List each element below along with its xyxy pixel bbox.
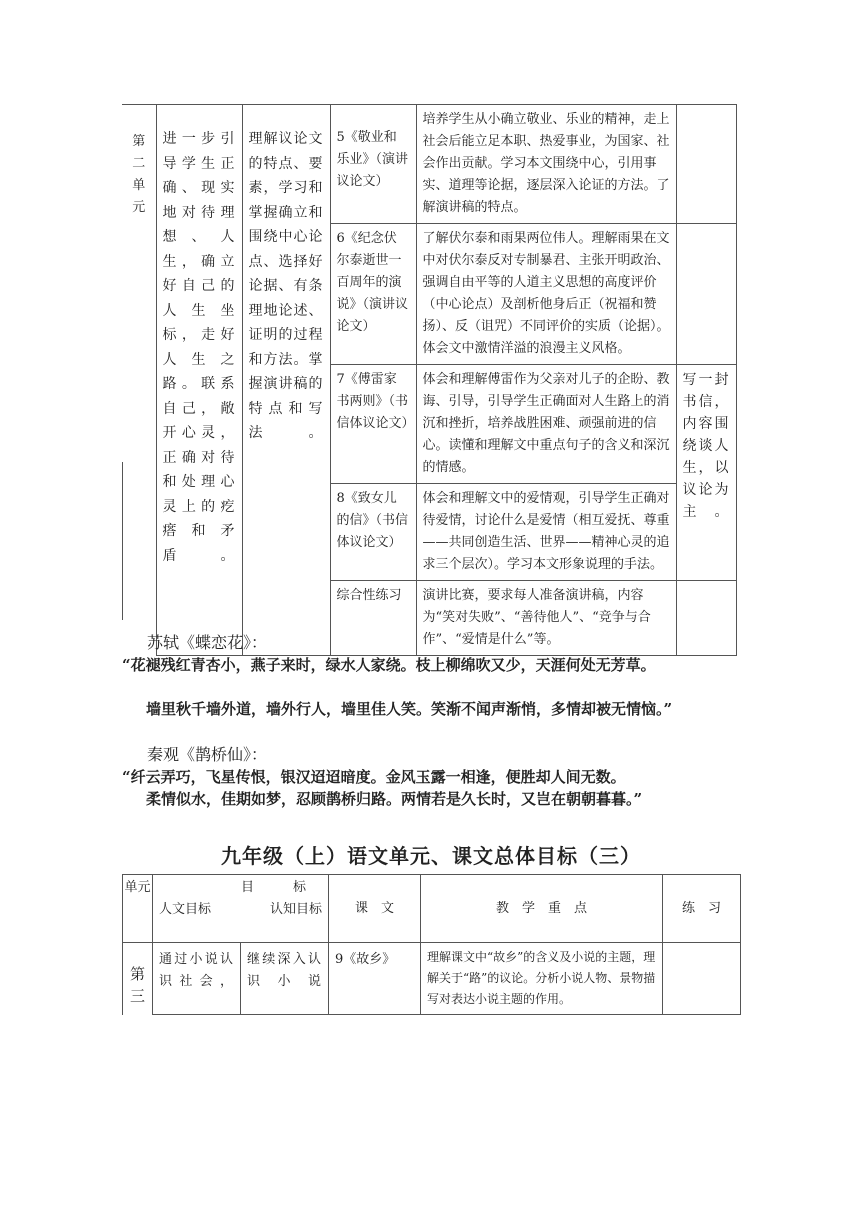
header-humanities: 人文目标 bbox=[159, 902, 212, 917]
poem-line: “花褪残红青杏小，燕子来时，绿水人家绕。枝上柳绵吹又少，天涯何处无芳草。 bbox=[122, 656, 656, 674]
lesson-cell: 9《故乡》 bbox=[329, 943, 421, 1015]
poem-line: “纤云弄巧，飞星传恨，银汉迢迢暗度。金风玉露一相逢，便胜却人间无数。 bbox=[122, 768, 626, 786]
unit-cell: 第 二 单 元 bbox=[122, 105, 156, 656]
exercise-cell: 写一封书信，内容围绕谈人生，以议论为主。 bbox=[676, 365, 736, 581]
lesson-cell: 5《敬业和乐业》（演讲议论文） bbox=[330, 105, 416, 224]
section-title: 九年级（上）语文单元、课文总体目标（三） bbox=[221, 844, 641, 868]
table-left-border-fragment bbox=[122, 462, 123, 620]
exercise-cell-empty bbox=[676, 224, 736, 365]
humanities-goal: 通过小说认识社会， bbox=[153, 943, 241, 1015]
poem-title: 苏轼《蝶恋花》： bbox=[147, 633, 268, 652]
lesson-cell: 8《致女儿的信》（书信体议论文） bbox=[330, 484, 416, 581]
poem-line: 柔情似水，佳期如梦，忍顾鹊桥归路。两情若是久长时，又岂在朝朝暮暮。” bbox=[146, 790, 643, 808]
header-lesson: 课 文 bbox=[329, 875, 421, 943]
header-goal-label: 目 标 bbox=[240, 880, 306, 895]
lesson-cell: 7《傅雷家书两则》（书信体议论文） bbox=[330, 365, 416, 484]
focus-cell: 了解伏尔泰和雨果两位伟人。理解雨果在文中对伏尔泰反对专制暴君、主张开明政治、强调自由平等的人道主义思想的高度评价（中心论点）及剖析他身后正（祝福和赞扬）、反（诅咒）不同评价的实质（论据）。体会文中激情洋溢的浪漫主义风格。 bbox=[416, 224, 676, 365]
header-focus: 教 学 重 点 bbox=[421, 875, 663, 943]
lesson-cell: 6《纪念伏尔泰逝世一百周年的演说》（演讲议论文） bbox=[330, 224, 416, 365]
exercise-cell-empty bbox=[676, 581, 736, 656]
cognitive-goal: 理解议论文的特点、要素，学习和掌握确立和围绕中心论点、选择好论据、有条理地论述、证明的过程和方法。掌握演讲稿的特点和写法。 bbox=[242, 105, 330, 656]
focus-cell: 理解课文中“故乡”的含义及小说的主题，理解关于“路”的议论。分析小说人物、景物描写对表达小说主题的作用。 bbox=[421, 943, 663, 1015]
poem-line: 墙里秋千墙外道，墙外行人，墙里佳人笑。笑渐不闻声渐悄，多情却被无情恼。” bbox=[146, 700, 673, 718]
unit-cell: 第 三 bbox=[123, 943, 153, 1015]
focus-cell: 演讲比赛，要求每人准备演讲稿，内容为“笑对失败”、“善待他人”、“竞争与合作”、“爱情是什么”等。 bbox=[416, 581, 676, 656]
header-goal bbox=[153, 875, 329, 943]
poem-title: 秦观《鹊桥仙》： bbox=[147, 745, 268, 764]
header-unit: 单元 bbox=[123, 875, 153, 943]
header-exercise: 练 习 bbox=[663, 875, 741, 943]
unit-three-goals-table bbox=[122, 874, 741, 1015]
header-cognitive: 认知目标 bbox=[269, 902, 322, 917]
unit-two-goals-table bbox=[122, 104, 737, 656]
focus-cell: 体会和理解傅雷作为父亲对儿子的企盼、教诲、引导，引导学生正确面对人生路上的消沉和挫折，培养战胜困难、顽强前进的信心。读懂和理解文中重点句子的含义和深沉的情感。 bbox=[416, 365, 676, 484]
focus-cell: 体会和理解文中的爱情观，引导学生正确对待爱情，讨论什么是爱情（相互爱抚、尊重——共同创造生活、世界——精神心灵的追求三个层次）。学习本文形象说理的手法。 bbox=[416, 484, 676, 581]
cognitive-goal: 继续深入认识小说 bbox=[241, 943, 329, 1015]
exercise-cell bbox=[663, 943, 741, 1015]
humanities-goal: 进一步引导学生正确、现实地对待理想、人生，确立好自己的人生坐标，走好人生之路。联系自己，敞开心灵，正确对待和处理心灵上的疙瘩和矛盾。 bbox=[156, 105, 242, 656]
focus-cell: 培养学生从小确立敬业、乐业的精神，走上社会后能立足本职、热爱事业，为国家、社会作出贡献。学习本文围绕中心，引用事实、道理等论据，逐层深入论证的方法。了解演讲稿的特点。 bbox=[416, 105, 676, 224]
lesson-cell: 综合性练习 bbox=[330, 581, 416, 656]
exercise-cell-empty bbox=[676, 105, 736, 224]
